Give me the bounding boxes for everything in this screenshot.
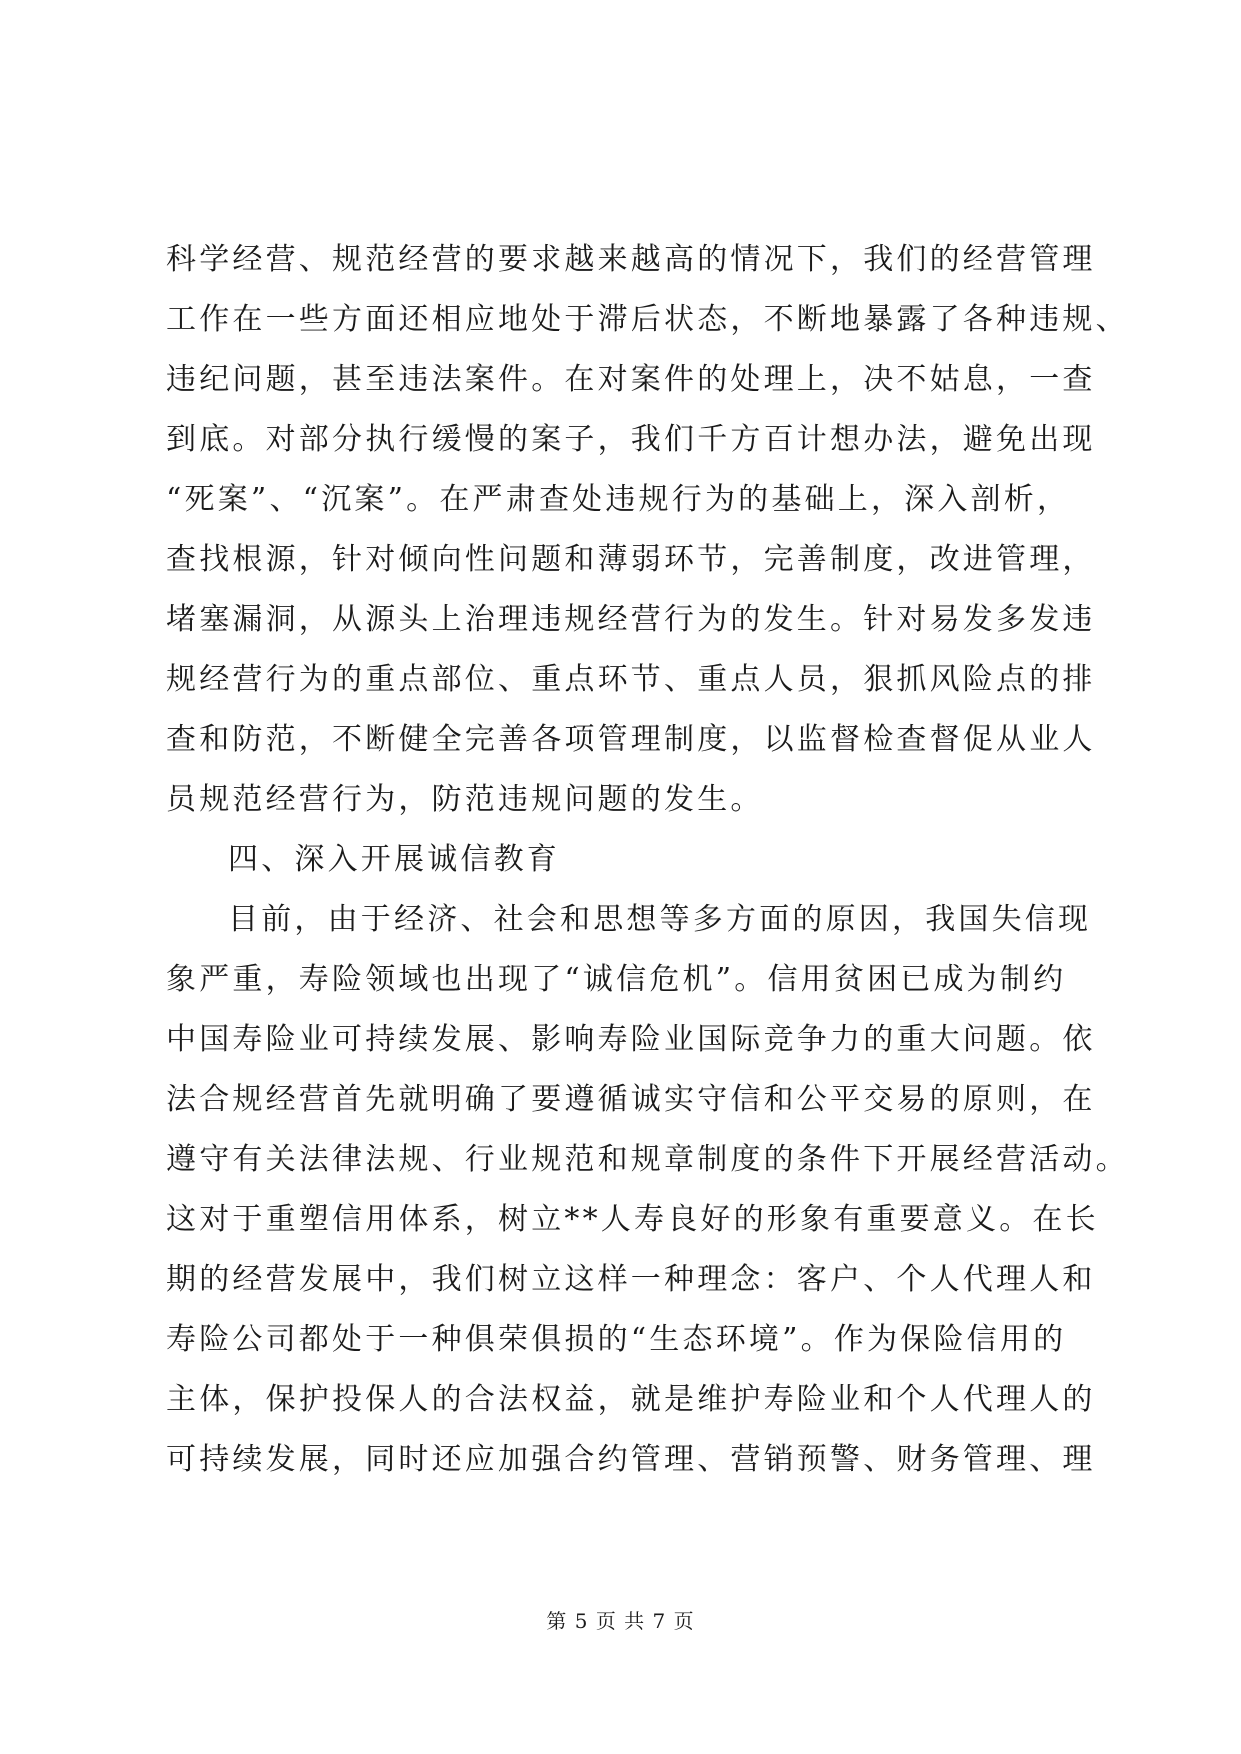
- text-line: 科学经营、规范经营的要求越来越高的情况下，我们的经营管理: [166, 242, 1096, 277]
- body-text: [166, 230, 1129, 1490]
- text-line: 中国寿险业可持续发展、影响寿险业国际竞争力的重大问题。依: [166, 1022, 1096, 1057]
- text-line: 遵守有关法律法规、行业规范和规章制度的条件下开展经营活动。: [166, 1142, 1129, 1177]
- section-heading: 四、深入开展诚信教育: [228, 842, 560, 877]
- text-line: 查找根源，针对倾向性问题和薄弱环节，完善制度，改进管理，: [166, 542, 1096, 577]
- text-line: 主体，保护投保人的合法权益，就是维护寿险业和个人代理人的: [166, 1382, 1096, 1417]
- text-line: 查和防范，不断健全完善各项管理制度，以监督检查督促从业人: [166, 722, 1096, 757]
- text-line: 员规范经营行为，防范违规问题的发生。: [166, 782, 764, 817]
- text-line: 象严重，寿险领域也出现了“诚信危机”。信用贫困已成为制约: [166, 962, 1067, 997]
- text-line: 寿险公司都处于一种俱荣俱损的“生态环境”。作为保险信用的: [166, 1322, 1067, 1357]
- text-line: 期的经营发展中，我们树立这样一种理念：客户、个人代理人和: [166, 1262, 1096, 1297]
- text-line: 工作在一些方面还相应地处于滞后状态，不断地暴露了各种违规、: [166, 302, 1129, 337]
- text-line: 规经营行为的重点部位、重点环节、重点人员，狠抓风险点的排: [166, 662, 1096, 697]
- text-line: 法合规经营首先就明确了要遵循诚实守信和公平交易的原则，在: [166, 1082, 1096, 1117]
- text-line: 到底。对部分执行缓慢的案子，我们千方百计想办法，避免出现: [166, 422, 1096, 457]
- text-line: “死案”、“沉案”。在严肃查处违规行为的基础上，深入剖析，: [166, 482, 1071, 517]
- page-footer: 第 5 页 共 7 页: [546, 1609, 695, 1633]
- text-line: 目前，由于经济、社会和思想等多方面的原因，我国失信现: [228, 902, 1092, 937]
- text-line: 违纪问题，甚至违法案件。在对案件的处理上，决不姑息，一查: [166, 362, 1096, 397]
- text-line: 可持续发展，同时还应加强合约管理、营销预警、财务管理、理: [166, 1442, 1096, 1477]
- text-line: 这对于重塑信用体系，树立**人寿良好的形象有重要意义。在长: [166, 1202, 1099, 1237]
- text-line: 堵塞漏洞，从源头上治理违规经营行为的发生。针对易发多发违: [166, 602, 1096, 637]
